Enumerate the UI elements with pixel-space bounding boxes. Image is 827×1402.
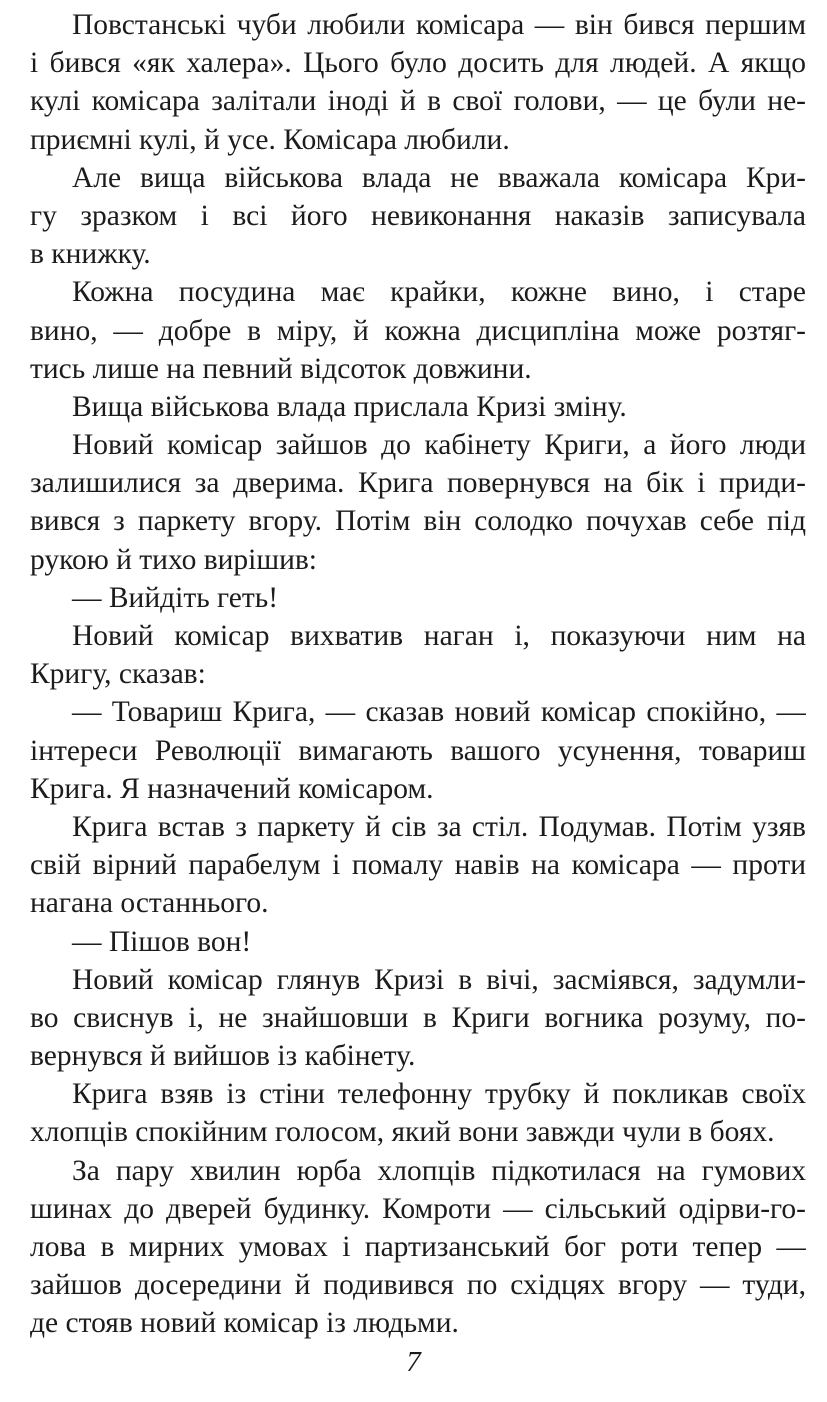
text-line: шинах до дверей будинку. Комроти — сільський одірви-го- <box>30 1192 806 1225</box>
text-line: Новий комісар вихватив наган і, показуючи ним на <box>72 620 806 652</box>
text-line: Вища військова влада прислала Кризі зміну. <box>72 390 627 423</box>
book-page <box>30 6 806 1343</box>
paragraph <box>30 159 806 274</box>
text-line: зайшов досередини й подивився по східцях вгору — туди, <box>30 1269 806 1302</box>
text-line: во свиснув і, не знайшовши в Криги вогника розуму, по- <box>30 1001 806 1034</box>
text-line: Але вища військова влада не вважала комісара Кри- <box>72 161 806 194</box>
paragraph <box>30 273 806 388</box>
text-line: Крига взяв із стіни телефонну трубку й покликав своїх <box>72 1078 806 1111</box>
text-line: рукою й тихо вирішив: <box>30 543 317 576</box>
paragraph <box>30 808 806 923</box>
text-line: Крига встав з паркету й сів за стіл. Подумав. Потім узяв <box>72 810 806 843</box>
paragraph <box>30 693 806 808</box>
paragraph <box>30 617 806 693</box>
text-line: кулі комісара залітали іноді й в свої голови, — це були не- <box>30 85 806 118</box>
text-line: і бився «як халера». Цього було досить для людей. А якщо <box>30 47 806 80</box>
text-line: — Пішов вон! <box>72 925 252 958</box>
text-line: залишилися за дверима. Крига повернувся на бік і приди- <box>30 467 806 500</box>
text-line: нагана останнього. <box>30 887 269 920</box>
text-line: Кожна посудина має крайки, кожне вино, і старе <box>72 276 806 309</box>
text-line: Новий комісар глянув Кризі в вічі, засміявся, задумли- <box>72 963 806 996</box>
text-line: приємні кулі, й усе. Комісара любили. <box>30 123 510 156</box>
paragraph <box>30 6 806 159</box>
text-line: — Вийдіть геть! <box>72 581 279 614</box>
text-line: Повстанські чуби любили комісара — він бився першим <box>72 9 806 41</box>
text-line: свій вірний парабелум і помалу навів на комісара — проти <box>30 849 806 882</box>
paragraph <box>30 923 806 961</box>
text-body <box>30 6 806 1343</box>
paragraph <box>30 426 806 579</box>
text-line: Крига. Я назначений комісаром. <box>30 772 434 805</box>
text-line: тись лише на певний відсоток довжини. <box>30 352 532 385</box>
text-line: хлопців спокійним голосом, який вони завжди чули в боях. <box>30 1116 775 1149</box>
paragraph <box>30 579 806 617</box>
text-line: — Товариш Крига, — сказав новий комісар спокійно, — <box>72 696 806 729</box>
text-line: інтереси Революції вимагають вашого усунення, товариш <box>30 734 806 767</box>
page-number: 7 <box>406 1346 421 1378</box>
text-line: вився з паркету вгору. Потім він солодко почухав себе під <box>30 505 806 538</box>
text-line: вернувся й вийшов із кабінету. <box>30 1040 416 1073</box>
paragraph <box>30 388 806 426</box>
text-line: За пару хвилин юрба хлопців підкотилася на гумових <box>72 1154 806 1187</box>
paragraph <box>30 1075 806 1151</box>
text-line: Новий комісар зайшов до кабінету Криги, а його люди <box>72 429 806 462</box>
paragraph <box>30 1152 806 1343</box>
text-line: гу зразком і всі його невиконання наказів записувала <box>30 199 806 232</box>
text-line: де стояв новий комісар із людьми. <box>30 1307 459 1340</box>
text-line: вино, — добре в міру, й кожна дисципліна може розтяг- <box>30 314 806 347</box>
text-line: Кригу, сказав: <box>30 658 206 691</box>
text-line: в книжку. <box>30 238 151 271</box>
paragraph <box>30 961 806 1076</box>
text-line: лова в мирних умовах і партизанський бог роти тепер — <box>30 1231 806 1263</box>
